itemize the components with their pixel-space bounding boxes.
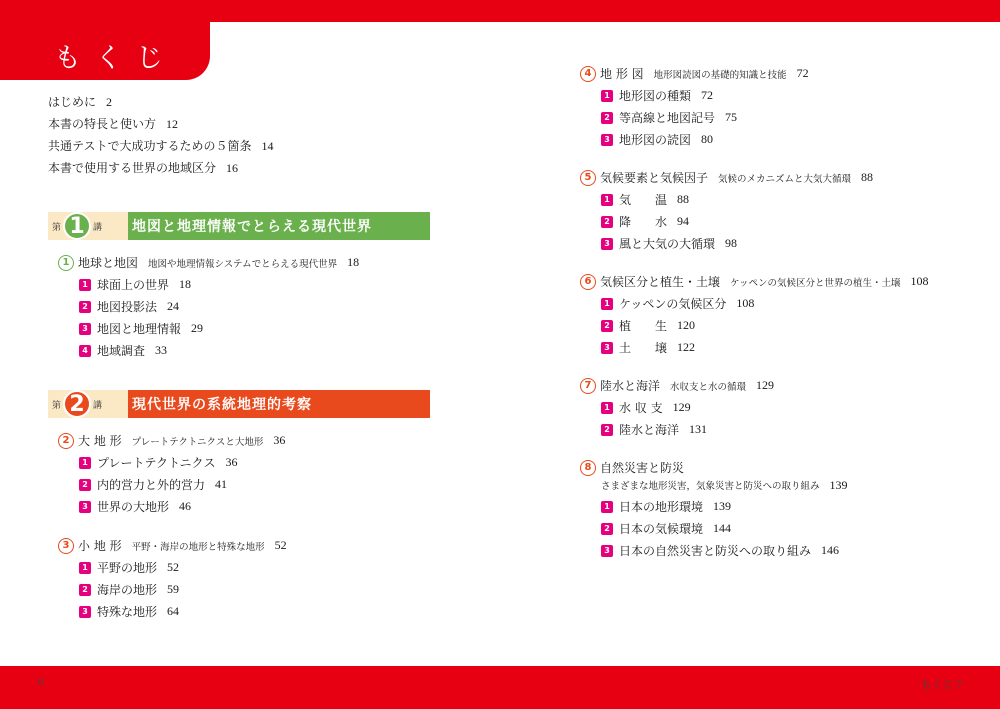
page-number: 64 xyxy=(167,604,180,618)
section-label: 特殊な地形 xyxy=(97,605,158,619)
intro-label: 本書の特長と使い方 xyxy=(48,117,157,131)
section-item[interactable] xyxy=(601,87,713,104)
lecture-suffix: 講 xyxy=(93,222,103,233)
section-number-icon: 3 xyxy=(601,134,613,146)
page-number: 2 xyxy=(106,95,113,109)
page-number: 139 xyxy=(829,478,848,492)
chapter-3-heading[interactable] xyxy=(58,537,287,554)
section-label: 地図投影法 xyxy=(97,300,158,314)
section-number-icon: 2 xyxy=(601,523,613,535)
section-label: 降 水 xyxy=(619,215,668,229)
section-number-icon: 2 xyxy=(79,584,91,596)
page-number: 12 xyxy=(166,117,179,131)
page-number: 52 xyxy=(274,538,287,552)
chapter-title: 気候区分と植生・土壌 xyxy=(600,275,721,289)
chapter-title: 地 形 図 xyxy=(600,67,644,81)
section-number-icon: 1 xyxy=(601,90,613,102)
intro-label: 本書で使用する世界の地域区分 xyxy=(48,161,217,175)
section-item[interactable] xyxy=(79,581,179,598)
chapter-subtitle: さまざまな地形災害，気象災害と防災への取り組み xyxy=(601,481,820,492)
section-label: ケッペンの気候区分 xyxy=(619,297,727,311)
section-number-icon: 1 xyxy=(601,501,613,513)
chapter-number-icon: 5 xyxy=(580,170,596,186)
section-label: 土 壌 xyxy=(619,341,668,355)
page-number: 24 xyxy=(167,299,180,313)
section-number-icon: 3 xyxy=(79,606,91,618)
page-number: 98 xyxy=(725,236,738,250)
section-number-icon: 1 xyxy=(79,562,91,574)
page-number: 72 xyxy=(701,88,714,102)
intro-item[interactable] xyxy=(48,159,238,176)
section-item[interactable] xyxy=(601,235,737,252)
chapter-subtitle: 地図や地理情報システムでとらえる現代世界 xyxy=(148,258,338,270)
lecture-1-banner xyxy=(48,212,430,240)
section-number-icon: 3 xyxy=(79,501,91,513)
page-number: 72 xyxy=(796,66,809,80)
section-item[interactable] xyxy=(79,498,191,515)
page-number: 75 xyxy=(725,110,738,124)
page-number: 129 xyxy=(672,400,691,414)
section-number-icon: 3 xyxy=(601,545,613,557)
section-item[interactable] xyxy=(79,476,227,493)
page-number: 122 xyxy=(677,340,696,354)
section-item[interactable] xyxy=(601,109,737,126)
chapter-6-heading[interactable] xyxy=(580,273,929,290)
section-item[interactable] xyxy=(79,320,203,337)
chapter-1-heading[interactable] xyxy=(58,254,359,271)
section-item[interactable] xyxy=(601,317,695,334)
section-item[interactable] xyxy=(601,520,731,537)
chapter-subtitle: 水収支と水の循環 xyxy=(670,381,747,393)
section-item[interactable] xyxy=(601,131,713,148)
intro-item[interactable] xyxy=(48,115,178,132)
section-label: 地形図の読図 xyxy=(619,133,692,147)
section-number-icon: 1 xyxy=(79,279,91,291)
section-number-icon: 3 xyxy=(601,238,613,250)
section-label: 地図と地理情報 xyxy=(97,322,182,336)
page-number: 16 xyxy=(226,161,239,175)
chapter-7-heading[interactable] xyxy=(580,377,774,394)
section-number-icon: 1 xyxy=(601,402,613,414)
chapter-number-icon: 4 xyxy=(580,66,596,82)
page-title: もくじ xyxy=(54,43,177,74)
page-number: 36 xyxy=(273,433,286,447)
bottom-red-band xyxy=(0,666,1000,709)
left-page-number: 6 xyxy=(38,676,44,688)
lecture-1-title: 地図と地理情報でとらえる現代世界 xyxy=(128,212,430,240)
chapter-title: 陸水と海洋 xyxy=(600,379,661,393)
section-number-icon: 1 xyxy=(601,298,613,310)
section-item[interactable] xyxy=(79,276,191,293)
chapter-5-heading[interactable] xyxy=(580,169,873,186)
page-number: 18 xyxy=(347,255,360,269)
section-item[interactable] xyxy=(79,298,179,315)
lecture-2-title: 現代世界の系統地理的考察 xyxy=(128,390,430,418)
page-number: 52 xyxy=(167,560,180,574)
section-label: 内的営力と外的営力 xyxy=(97,478,206,492)
section-label: 日本の地形環境 xyxy=(619,500,704,514)
chapter-number-icon: 1 xyxy=(58,255,74,271)
section-number-icon: 1 xyxy=(79,457,91,469)
section-label: 陸水と海洋 xyxy=(619,423,680,437)
lecture-suffix: 講 xyxy=(93,400,103,411)
section-label: 風と大気の大循環 xyxy=(619,237,716,251)
chapter-number-icon: 7 xyxy=(580,378,596,394)
chapter-subtitle: プレートテクトニクスと大地形 xyxy=(131,436,264,448)
page-number: 129 xyxy=(756,378,775,392)
lecture-number: 1 xyxy=(63,212,91,240)
page-number: 33 xyxy=(155,343,168,357)
section-number-icon: 2 xyxy=(79,301,91,313)
chapter-number-icon: 2 xyxy=(58,433,74,449)
chapter-subtitle: 平野・海岸の地形と特殊な地形 xyxy=(131,541,265,553)
page-number: 41 xyxy=(215,477,228,491)
lecture-1-number-block xyxy=(48,212,128,240)
section-number-icon: 2 xyxy=(601,424,613,436)
page-number: 46 xyxy=(179,499,192,513)
intro-label: はじめに xyxy=(48,95,97,109)
section-label: 日本の自然災害と防災への取り組み xyxy=(619,544,812,558)
section-label: 地形図の種類 xyxy=(619,89,692,103)
chapter-subtitle: ケッペンの気候区分と世界の植生・土壌 xyxy=(730,277,901,289)
chapter-number-icon: 6 xyxy=(580,274,596,290)
section-item[interactable] xyxy=(601,339,695,356)
section-item[interactable] xyxy=(79,559,179,576)
page-number: 131 xyxy=(689,422,708,436)
page-number: 59 xyxy=(167,582,180,596)
page-number: 94 xyxy=(677,214,690,228)
section-label: 海岸の地形 xyxy=(97,583,158,597)
section-label: 植 生 xyxy=(619,319,668,333)
section-item[interactable] xyxy=(601,191,689,208)
section-number-icon: 2 xyxy=(601,320,613,332)
chapter-8-heading[interactable] xyxy=(580,459,684,476)
section-item[interactable] xyxy=(601,399,691,416)
lecture-number: 2 xyxy=(63,390,91,418)
page-number: 80 xyxy=(701,132,714,146)
chapter-title: 大 地 形 xyxy=(78,434,122,448)
page-number: 108 xyxy=(736,296,755,310)
section-label: 地域調査 xyxy=(97,344,146,358)
chapter-4-heading[interactable] xyxy=(580,65,809,82)
chapter-number-icon: 8 xyxy=(580,460,596,476)
chapter-subtitle: 地形図読図の基礎的知識と技能 xyxy=(653,69,787,81)
chapter-title: 気候要素と気候因子 xyxy=(600,171,709,185)
page-number: 36 xyxy=(225,455,238,469)
title-tab xyxy=(0,0,210,80)
right-page-footer: もくじ 7 xyxy=(920,679,962,691)
chapter-title: 小 地 形 xyxy=(78,539,122,553)
page-number: 18 xyxy=(179,277,192,291)
intro-label: 共通テストで大成功するための５箇条 xyxy=(48,139,252,153)
section-label: 球面上の世界 xyxy=(97,278,170,292)
chapter-title: 自然災害と防災 xyxy=(600,461,685,475)
chapter-number-icon: 3 xyxy=(58,538,74,554)
intro-item[interactable] xyxy=(48,137,274,154)
page-number: 139 xyxy=(713,499,732,513)
section-number-icon: 1 xyxy=(601,194,613,206)
page-number: 88 xyxy=(861,170,874,184)
page-number: 88 xyxy=(677,192,690,206)
section-number-icon: 3 xyxy=(79,323,91,335)
section-item[interactable] xyxy=(601,421,707,438)
section-item[interactable] xyxy=(79,454,237,471)
page-number: 14 xyxy=(261,139,274,153)
lecture-prefix: 第 xyxy=(52,222,62,233)
section-label: 日本の気候環境 xyxy=(619,522,704,536)
chapter-2-heading[interactable] xyxy=(58,432,285,449)
section-label: 世界の大地形 xyxy=(97,500,170,514)
section-label: 水 収 支 xyxy=(619,401,663,415)
page-number: 146 xyxy=(821,543,840,557)
lecture-2-number-block xyxy=(48,390,128,418)
section-item[interactable] xyxy=(601,295,754,312)
section-label: 気 温 xyxy=(619,193,668,207)
section-label: 等高線と地図記号 xyxy=(619,111,716,125)
chapter-8-subtitle-line xyxy=(601,478,848,493)
section-number-icon: 2 xyxy=(79,479,91,491)
intro-item[interactable] xyxy=(48,93,112,110)
section-number-icon: 3 xyxy=(601,342,613,354)
section-number-icon: 2 xyxy=(601,216,613,228)
section-number-icon: 4 xyxy=(79,345,91,357)
section-label: 平野の地形 xyxy=(97,561,158,575)
lecture-2-banner xyxy=(48,390,430,418)
page-number: 144 xyxy=(713,521,732,535)
section-item[interactable] xyxy=(601,542,839,559)
page-number: 120 xyxy=(677,318,696,332)
page-number: 108 xyxy=(910,274,929,288)
section-item[interactable] xyxy=(79,603,179,620)
lecture-prefix: 第 xyxy=(52,400,62,411)
section-item[interactable] xyxy=(601,498,731,515)
page-number: 29 xyxy=(191,321,204,335)
section-label: プレートテクトニクス xyxy=(97,456,216,470)
section-item[interactable] xyxy=(601,213,689,230)
chapter-title: 地球と地図 xyxy=(78,256,139,270)
section-number-icon: 2 xyxy=(601,112,613,124)
chapter-subtitle: 気候のメカニズムと大気大循環 xyxy=(718,173,852,185)
section-item[interactable] xyxy=(79,342,167,359)
